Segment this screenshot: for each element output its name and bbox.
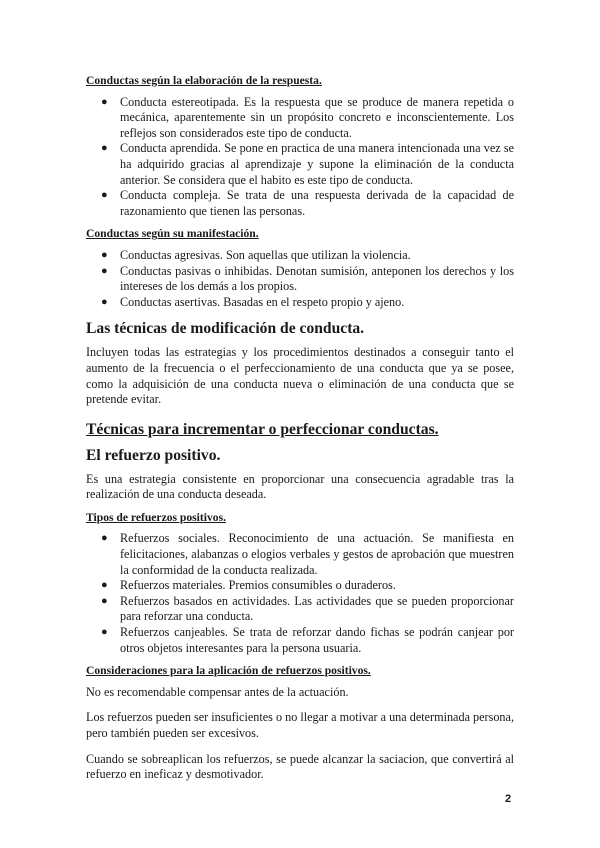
bullet-icon: ●	[101, 626, 108, 639]
list-item: ● Refuerzos basados en actividades. Las actividades que se pueden proporcionar para reforzar una conducta.	[101, 593, 514, 624]
list-item: ● Conductas agresivas. Son aquellas que utilizan la violencia.	[101, 247, 411, 262]
bullet-icon: ●	[101, 248, 108, 261]
bullet-icon: ●	[101, 95, 108, 108]
bullet-icon: ●	[101, 264, 108, 277]
paragraph-tecnicas: Incluyen todas las estrategias y los procedimientos destinados a conseguir tanto el aumento de la frecuencia o el perfeccionamiento de una conducta que ya se posee, como la adquisición de una conducta nueva o eliminación de una conducta que se pretende evitar.	[86, 345, 514, 407]
heading-tipos-refuerzos: Tipos de refuerzos positivos.	[86, 510, 226, 524]
heading-manifestacion: Conductas según su manifestación.	[86, 227, 259, 241]
bullet-icon: ●	[101, 189, 108, 202]
heading-tecnicas: Las técnicas de modificación de conducta.	[86, 320, 365, 338]
paragraph-refuerzo: Es una estrategia consistente en proporcionar una consecuencia agradable tras la realización de una conducta deseada.	[86, 471, 514, 502]
heading-refuerzo-positivo: El refuerzo positivo.	[86, 446, 221, 464]
list-elaboracion	[86, 95, 514, 220]
list-item: ● Conductas pasivas o inhibidas. Denotan sumisión, anteponen los derechos y los intereses de los demás a los propios.	[101, 263, 514, 294]
paragraph-consideracion: Cuando se sobreaplican los refuerzos, se puede alcanzar la saciacion, que convertirá al refuerzo en ineficaz y desmotivador.	[86, 751, 514, 782]
list-manifestacion	[86, 248, 514, 310]
bullet-icon: ●	[101, 532, 108, 545]
bullet-icon: ●	[101, 579, 108, 592]
page-number: 2	[505, 793, 512, 805]
heading-incrementar: Técnicas para incrementar o perfeccionar conductas.	[86, 420, 439, 438]
paragraph-consideracion: Los refuerzos pueden ser insuficientes o no llegar a motivar a una determinada persona, pero también pueden ser excesivos.	[86, 710, 514, 740]
list-tipos-refuerzos	[86, 531, 514, 656]
list-item: ● Conducta estereotipada. Es la respuesta que se produce de manera repetida o mecánica, aparentemente sin un propósito concreto e inconscientemente. Los reflejos son considerados este tipo de conducta.	[101, 94, 514, 140]
list-item: ● Conducta compleja. Se trata de una respuesta derivada de la capacidad de razonamiento que tienen las personas.	[101, 188, 514, 218]
bullet-icon: ●	[101, 142, 108, 155]
list-item: ● Conducta aprendida. Se pone en practica de una manera intencionada una vez se ha adquirido gracias al aprendizaje y supone la eliminación de la conducta anterior. Se considera que el habito es este tipo de conducta.	[101, 141, 514, 187]
list-item: ● Refuerzos canjeables. Se trata de reforzar dando fichas se podrán canjear por otros objetos interesantes para la persona usuaria.	[101, 625, 514, 655]
heading-elaboracion: Conductas según la elaboración de la respuesta.	[86, 74, 322, 87]
bullet-icon: ●	[101, 295, 108, 308]
bullet-icon: ●	[101, 594, 108, 607]
list-item: ● Conductas asertivas. Basadas en el respeto propio y ajeno.	[101, 294, 405, 309]
list-item: ● Refuerzos sociales. Reconocimiento de una actuación. Se manifiesta en felicitaciones, alabanzas o elogios verbales y gestos de aprobación que muestren la conformidad de la conducta realizada.	[101, 531, 514, 577]
list-item: ● Refuerzos materiales. Premios consumibles o duraderos.	[101, 578, 396, 593]
page-content	[86, 73, 514, 783]
heading-consideraciones: Consideraciones para la aplicación de refuerzos positivos.	[86, 664, 371, 678]
paragraph-consideracion: No es recomendable compensar antes de la actuación.	[86, 684, 349, 699]
